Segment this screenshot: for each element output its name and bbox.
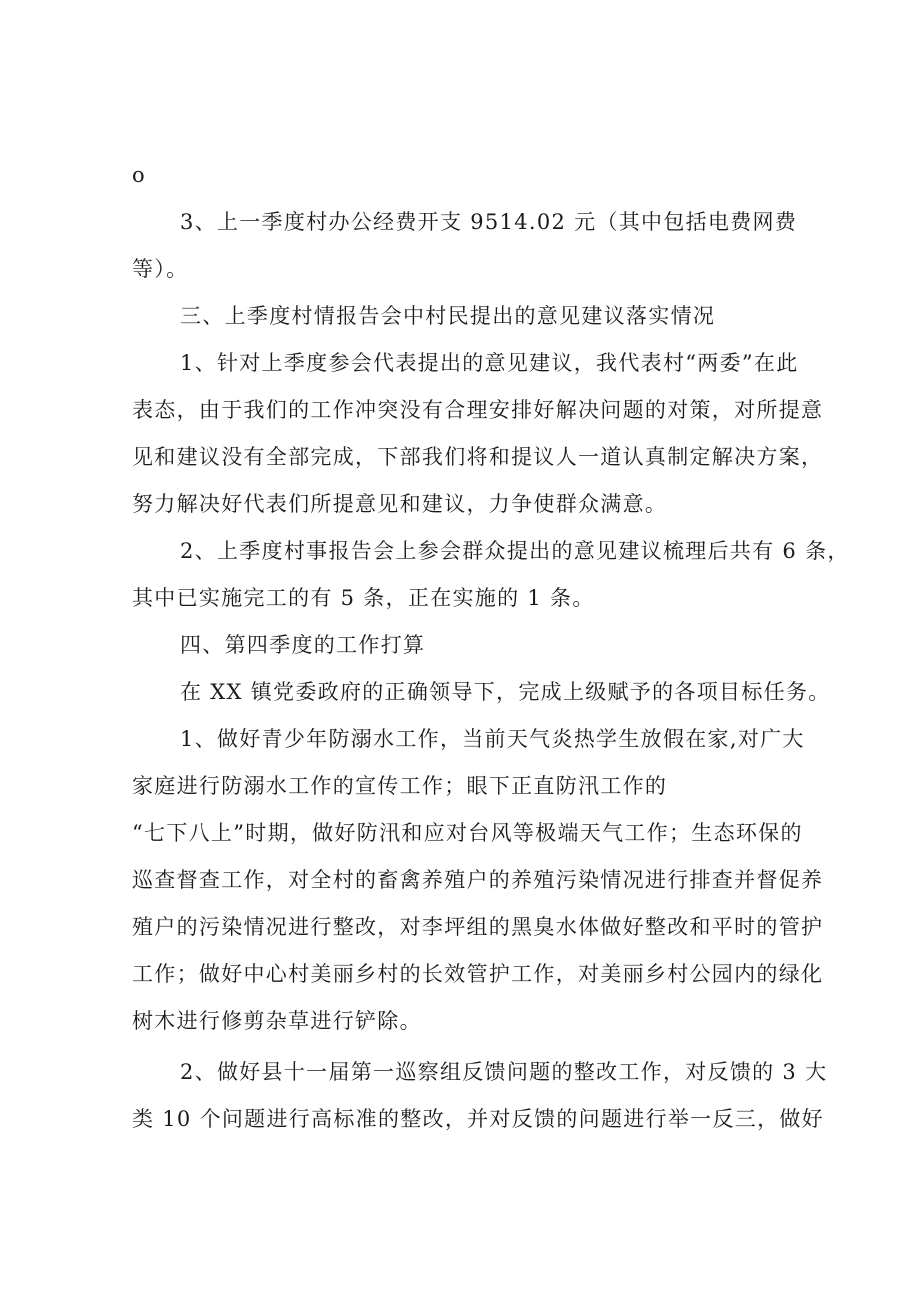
text-line: 表态，由于我们的工作冲突没有合理安排好解决问题的对策，对所提意	[132, 398, 824, 422]
text-line: 1、做好青少年防溺水工作，当前天气炎热学生放假在家,对广大	[180, 727, 805, 751]
text-line: 3、上一季度村办公经费开支 9514.02 元（其中包括电费网费	[180, 210, 798, 234]
text-line: 见和建议没有全部完成，下部我们将和提议人一道认真制定解决方案，	[132, 445, 824, 469]
text-line: 1、针对上季度参会代表提出的意见建议，我代表村“两委”在此	[180, 351, 799, 375]
text-line: 巡查督查工作，对全村的畜禽养殖户的养殖污染情况进行排查并督促养	[132, 868, 824, 892]
text-line: 2、做好县十一届第一巡察组反馈问题的整改工作，对反馈的 3 大	[180, 1060, 828, 1084]
section-heading: 四、第四季度的工作打算	[180, 633, 426, 657]
text-line: 树木进行修剪杂草进行铲除。	[132, 1009, 422, 1033]
text-line: “七下八上”时期，做好防汛和应对台风等极端天气工作；生态环保的	[132, 821, 803, 845]
text-line: 家庭进行防溺水工作的宣传工作；眼下正直防汛工作的	[132, 774, 668, 798]
text-line: o	[132, 163, 146, 187]
text-line: 类 10 个问题进行高标准的整改，并对反馈的问题进行举一反三，做好	[132, 1107, 824, 1131]
section-heading: 三、上季度村情报告会中村民提出的意见建议落实情况	[180, 304, 716, 328]
text-line: 其中已实施完工的有 5 条，正在实施的 1 条。	[132, 586, 595, 610]
text-line: 等）。	[132, 257, 189, 281]
text-line: 在 XX 镇党委政府的正确领导下，完成上级赋予的各项目标任务。	[180, 680, 831, 704]
text-line: 殖户的污染情况进行整改，对李坪组的黑臭水体做好整改和平时的管护	[132, 915, 824, 939]
text-line: 努力解决好代表们所提意见和建议，力争使群众满意。	[132, 492, 668, 516]
text-line: 工作；做好中心村美丽乡村的长效管护工作，对美丽乡村公园内的绿化	[132, 962, 824, 986]
text-line: 2、上季度村事报告会上参会群众提出的意见建议梳理后共有 6 条，	[180, 539, 850, 563]
